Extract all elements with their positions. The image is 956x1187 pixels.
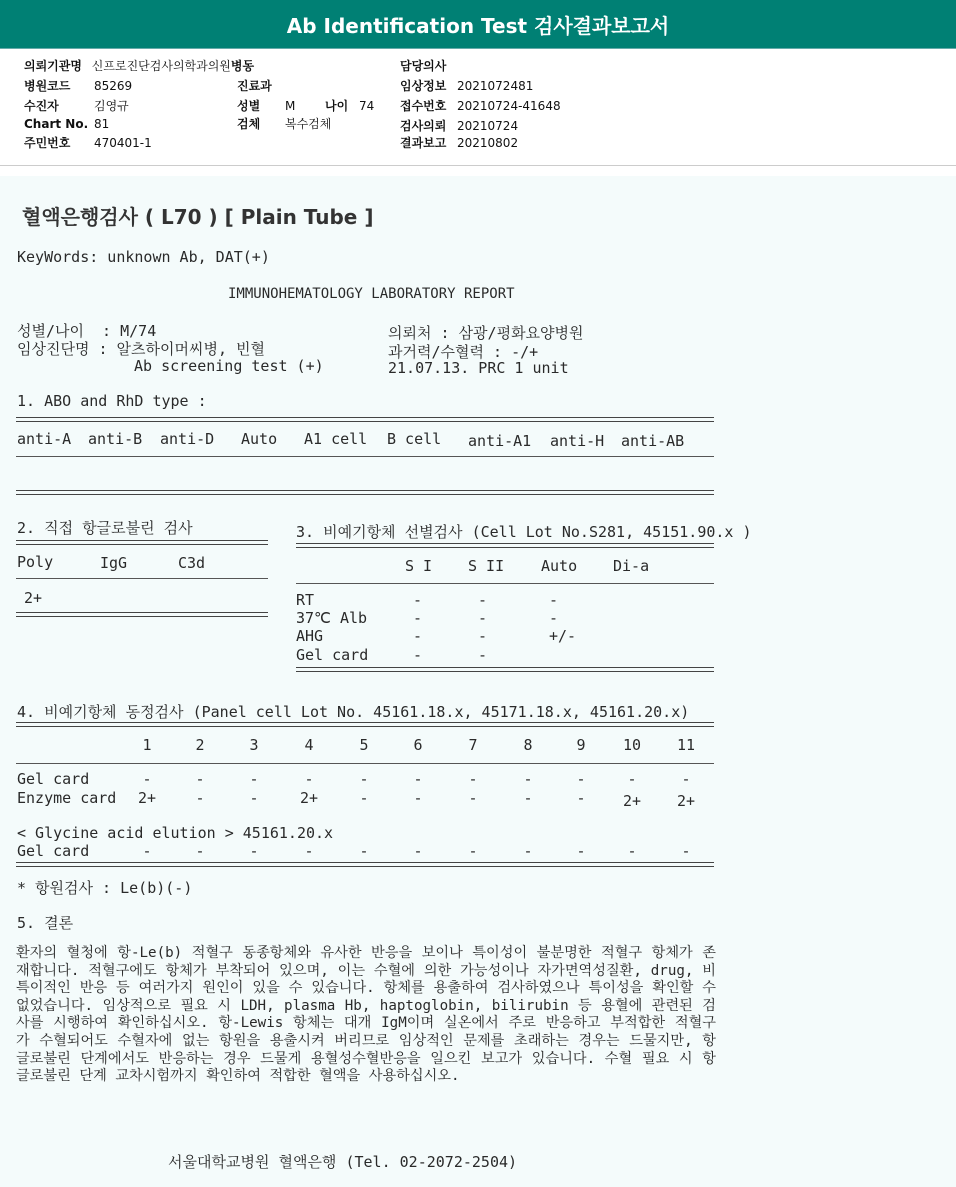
elution-row-cell: - bbox=[304, 842, 314, 860]
panel-row-enzyme-card-label: Enzyme card bbox=[17, 789, 117, 807]
institution-row bbox=[24, 57, 254, 74]
panel-col-4: 4 bbox=[304, 736, 314, 754]
sec3-row-ahg-label: AHG bbox=[296, 627, 324, 645]
specimen-label: 검체 bbox=[237, 117, 261, 131]
receipt-no-row bbox=[400, 97, 561, 114]
sec1-col-anti-a1: anti-A1 bbox=[468, 432, 532, 450]
sec3-title: 3. 비예기항체 선별검사 (Cell Lot No.S281, 45151.90.x ) bbox=[296, 523, 752, 541]
sec1-rule-bottom bbox=[16, 490, 714, 495]
panel-row-enzyme-card-cell: 2+ bbox=[622, 792, 642, 810]
recipient-row bbox=[24, 97, 129, 114]
chart-no-value: 81 bbox=[94, 117, 110, 131]
elution-row-cell: - bbox=[468, 842, 478, 860]
sec1-rule-mid bbox=[16, 456, 714, 457]
footer-contact: 서울대학교병원 혈액은행 (Tel. 02-2072-2504) bbox=[168, 1153, 518, 1171]
panel-col-3: 3 bbox=[249, 736, 259, 754]
sec1-col-anti-b: anti-B bbox=[88, 430, 143, 448]
sec2-rule-mid bbox=[16, 578, 268, 579]
clinical-info-row bbox=[400, 77, 533, 94]
sec4-rule-top bbox=[16, 722, 714, 727]
panel-row-gel-card-cell: - bbox=[142, 770, 152, 788]
ssn-value: 470401-1 bbox=[94, 136, 152, 150]
age-value: 74 bbox=[359, 99, 375, 113]
sec3-row-gel-s2: - bbox=[478, 646, 488, 664]
sec5-title: 5. 결론 bbox=[17, 914, 74, 932]
sec2-col-c3d: C3d bbox=[178, 554, 206, 572]
panel-row-gel-card-cell: - bbox=[681, 770, 691, 788]
elution-row-cell: - bbox=[627, 842, 637, 860]
receipt-no-value: 20210724-41648 bbox=[457, 99, 561, 113]
keywords: KeyWords: unknown Ab, DAT(+) bbox=[17, 248, 270, 266]
dept-row bbox=[237, 77, 272, 94]
panel-col-2: 2 bbox=[195, 736, 205, 754]
panel-row-gel-card-cell: - bbox=[627, 770, 637, 788]
panel-col-8: 8 bbox=[523, 736, 533, 754]
institution-label: 의뢰기관명 bbox=[24, 59, 82, 73]
panel-row-gel-card-cell: - bbox=[413, 770, 423, 788]
elution-row-cell: - bbox=[576, 842, 586, 860]
panel-col-11: 11 bbox=[676, 736, 696, 754]
recipient-value: 김영규 bbox=[94, 99, 129, 113]
report-date-value: 20210802 bbox=[457, 136, 519, 150]
panel-col-1: 1 bbox=[142, 736, 152, 754]
sec2-poly-value: 2+ bbox=[24, 589, 43, 607]
institution-value: 신프로진단검사의학과의원 bbox=[91, 59, 231, 73]
report-date-row bbox=[400, 134, 518, 151]
sec2-rule-bottom bbox=[16, 612, 268, 617]
sec1-col-auto: Auto bbox=[241, 430, 278, 448]
sec1-col-anti-h: anti-H bbox=[550, 432, 605, 450]
sec3-row-alb-s1: - bbox=[413, 609, 423, 627]
ward-label: 병동 bbox=[230, 59, 255, 73]
sec4-rule-mid bbox=[16, 763, 714, 764]
panel-row-gel-card-cell: - bbox=[576, 770, 586, 788]
request-label: 검사의뢰 bbox=[400, 119, 447, 133]
panel-row-enzyme-card-cell: - bbox=[576, 789, 586, 807]
specimen-row bbox=[237, 115, 331, 132]
sec3-row-ahg-auto: +/- bbox=[549, 627, 577, 645]
clinical-info-label: 임상정보 bbox=[400, 79, 447, 93]
sec1-rule-top bbox=[16, 417, 714, 422]
sec2-title: 2. 직접 항글로불린 검사 bbox=[17, 519, 193, 537]
patient-line-3: Ab screening test (+) bbox=[134, 357, 324, 375]
panel-row-enzyme-card-cell: 2+ bbox=[137, 789, 157, 807]
panel-row-gel-card-cell: - bbox=[304, 770, 314, 788]
panel-row-gel-card-cell: - bbox=[468, 770, 478, 788]
panel-row-enzyme-card-cell: - bbox=[249, 789, 259, 807]
patient-line-1: 성별/나이 : M/74 bbox=[17, 322, 157, 340]
sec3-col-auto: Auto bbox=[541, 557, 578, 575]
panel-row-enzyme-card-cell: - bbox=[413, 789, 423, 807]
clinical-info-value: 2021072481 bbox=[457, 79, 534, 93]
ref-line-1: 의뢰처 : 삼광/평화요양병원 bbox=[388, 324, 584, 342]
panel-col-6: 6 bbox=[413, 736, 423, 754]
sec3-row-rt-s2: - bbox=[478, 591, 488, 609]
sec3-rule-bottom bbox=[296, 667, 714, 672]
panel-row-gel-card-cell: - bbox=[195, 770, 205, 788]
panel-row-enzyme-card-cell: - bbox=[523, 789, 533, 807]
report-title: Ab Identification Test 검사결과보고서 bbox=[286, 13, 670, 38]
elution-row-cell: - bbox=[359, 842, 369, 860]
ssn-row bbox=[24, 134, 152, 151]
header-divider bbox=[0, 165, 956, 166]
panel-row-enzyme-card-cell: - bbox=[468, 789, 478, 807]
sec3-row-rt-label: RT bbox=[296, 591, 315, 609]
report-heading: 혈액은행검사 ( L70 ) [ Plain Tube ] bbox=[22, 205, 374, 229]
attending-row bbox=[400, 57, 446, 74]
report-title-bar bbox=[0, 0, 956, 49]
sec3-rule-top bbox=[296, 543, 714, 548]
report-date-label: 결과보고 bbox=[400, 136, 447, 150]
panel-col-9: 9 bbox=[576, 736, 586, 754]
sec3-row-alb-s2: - bbox=[478, 609, 488, 627]
ssn-label: 주민번호 bbox=[24, 136, 71, 150]
sec1-title: 1. ABO and RhD type : bbox=[17, 392, 207, 410]
elution-row-cell: - bbox=[681, 842, 691, 860]
sex-label: 성별 bbox=[237, 99, 261, 113]
request-row bbox=[400, 117, 518, 134]
sec1-col-b-cell: B cell bbox=[387, 430, 442, 448]
dept-label: 진료과 bbox=[237, 79, 272, 93]
panel-row-enzyme-card-cell: 2+ bbox=[676, 792, 696, 810]
sec1-col-anti-d: anti-D bbox=[160, 430, 215, 448]
sec3-row-rt-s1: - bbox=[413, 591, 423, 609]
elution-row-label: Gel card bbox=[17, 842, 90, 860]
patient-line-2: 임상진단명 : 알츠하이머씨병, 빈혈 bbox=[17, 340, 266, 358]
elution-row-cell: - bbox=[249, 842, 259, 860]
antigen-test: * 항원검사 : Le(b)(-) bbox=[17, 879, 193, 897]
ref-line-2: 과거력/수혈력 : -/+ bbox=[388, 343, 539, 361]
request-value: 20210724 bbox=[457, 119, 519, 133]
sec3-col-s2: S II bbox=[468, 557, 505, 575]
sec3-row-gel-s1: - bbox=[413, 646, 423, 664]
elution-row-cell: - bbox=[195, 842, 205, 860]
elution-row-cell: - bbox=[142, 842, 152, 860]
lab-title: IMMUNOHEMATOLOGY LABORATORY REPORT bbox=[228, 286, 515, 302]
conclusion-text: 환자의 혈청에 항-Le(b) 적혈구 동종항체와 유사한 반응을 보이나 특이성이 불분명한 적혈구 항체가 존재합니다. 적혈구에도 항체가 부착되어 있으며, 이는 수혈에 의한 가능성이나 자가면역성질환, drug, 비특이적인 반응 등 여러가지 원인이 있을 수 있습니다. 항체를 용출하여 검사하였으나 특이성을 확인할 수 없었습니다. 임상적으로 필요 시 LDH, plasma Hb, haptoglobin, bilirubin 등 용혈에 관련된 검사를 시행하여 확인하십시오. 항-Lewis 항체는 대개 IgM이며 실온에서 주로 반응하고 부적합한 적혈구가 수혈되어도 수혈자에 없는 항원을 용출시켜 버리므로 임상적인 문제를 초래하는 경우는 드물지만, 항글로불린 단계에서도 반응하는 경우 드물게 용혈성수혈반응을 일으킨 보고가 있습니다. 수혈 필요 시 항글로불린 단계 교차시험까지 확인하여 적합한 혈액을 사용하십시오. bbox=[16, 945, 716, 1085]
elution-row-cell: - bbox=[413, 842, 423, 860]
sec1-col-anti-ab: anti-AB bbox=[621, 432, 685, 450]
ref-line-3: 21.07.13. PRC 1 unit bbox=[388, 359, 569, 377]
sec3-rule-mid bbox=[296, 583, 714, 584]
sex-value: M bbox=[285, 99, 296, 113]
sec1-col-a1-cell: A1 cell bbox=[304, 430, 368, 448]
sec3-col-dia: Di-a bbox=[613, 557, 650, 575]
panel-row-enzyme-card-cell: - bbox=[195, 789, 205, 807]
sec3-row-rt-auto: - bbox=[549, 591, 559, 609]
sec2-rule-top bbox=[16, 540, 268, 545]
sec3-row-alb-auto: - bbox=[549, 609, 559, 627]
sec2-col-igg: IgG bbox=[100, 554, 128, 572]
panel-row-enzyme-card-cell: - bbox=[359, 789, 369, 807]
chart-no-label: Chart No. bbox=[24, 117, 89, 131]
elution-row-cell: - bbox=[523, 842, 533, 860]
sec4-title: 4. 비예기항체 동정검사 (Panel cell Lot No. 45161.18.x, 45171.18.x, 45161.20.x) bbox=[17, 703, 690, 721]
panel-col-7: 7 bbox=[468, 736, 478, 754]
sec3-row-gel-label: Gel card bbox=[296, 646, 369, 664]
panel-row-gel-card-label: Gel card bbox=[17, 770, 90, 788]
panel-col-5: 5 bbox=[359, 736, 369, 754]
age-label: 나이 bbox=[325, 99, 349, 113]
sec3-row-ahg-s1: - bbox=[413, 627, 423, 645]
hospital-code-value: 85269 bbox=[94, 79, 133, 93]
panel-row-gel-card-cell: - bbox=[359, 770, 369, 788]
sec1-col-anti-a: anti-A bbox=[17, 430, 72, 448]
specimen-value: 복수검체 bbox=[285, 117, 332, 131]
recipient-label: 수진자 bbox=[24, 99, 59, 113]
sec4-rule-bottom bbox=[16, 862, 714, 867]
hospital-code-row bbox=[24, 77, 132, 94]
elution-title: < Glycine acid elution > 45161.20.x bbox=[17, 824, 334, 842]
panel-row-gel-card-cell: - bbox=[249, 770, 259, 788]
panel-col-10: 10 bbox=[622, 736, 642, 754]
sec3-row-alb-label: 37℃ Alb bbox=[296, 609, 368, 627]
sec2-col-poly: Poly bbox=[17, 553, 54, 571]
sec3-row-ahg-s2: - bbox=[478, 627, 488, 645]
chart-no-row bbox=[24, 117, 109, 131]
receipt-no-label: 접수번호 bbox=[400, 99, 447, 113]
hospital-code-label: 병원코드 bbox=[24, 79, 71, 93]
sec3-col-s1: S I bbox=[405, 557, 433, 575]
panel-row-enzyme-card-cell: 2+ bbox=[299, 789, 319, 807]
panel-row-gel-card-cell: - bbox=[523, 770, 533, 788]
attending-label: 담당의사 bbox=[400, 59, 447, 73]
sex-row bbox=[237, 97, 374, 114]
